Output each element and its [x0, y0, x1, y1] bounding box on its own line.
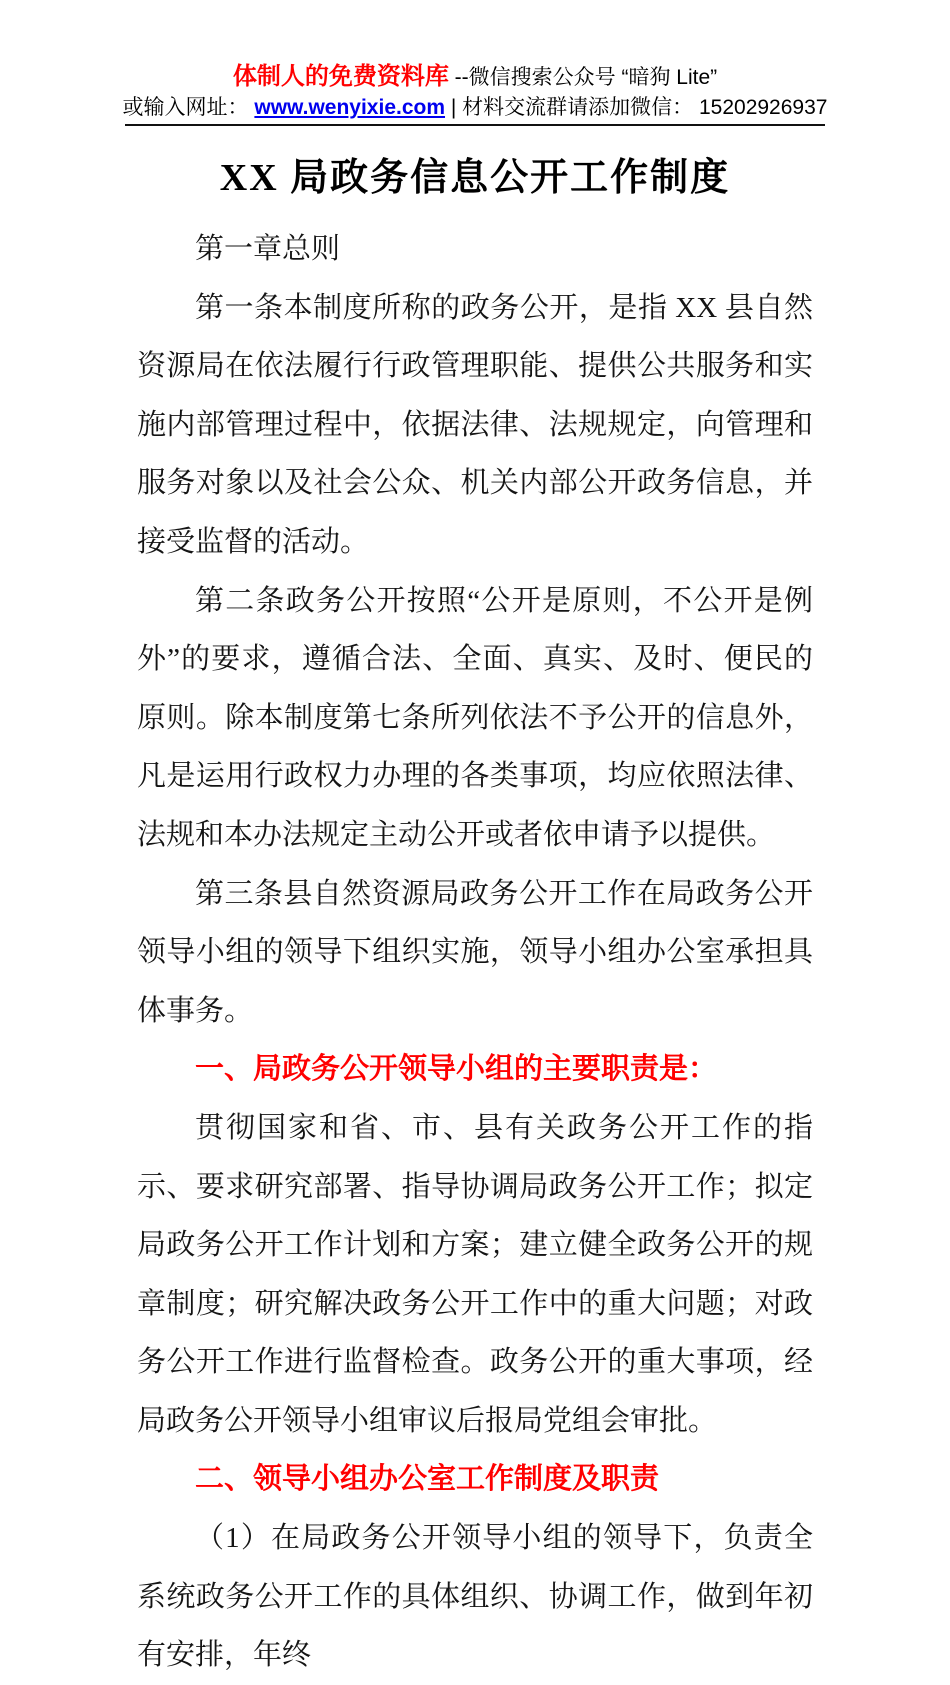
body-paragraph: 第一条本制度所称的政务公开，是指 XX 县自然资源局在依法履行行政管理职能、提供公共服务和实施内部管理过程中，依据法律、法规规定，向管理和服务对象以及社会公众、机关内部公开政务信息，并接受监督的活动。: [137, 291, 813, 558]
body-paragraph: （1）在局政务公开领导小组的领导下，负责全系统政务公开工作的具体组织、协调工作，做到年初有安排，年终: [137, 1522, 813, 1672]
body-paragraph: 第一章总则: [195, 233, 341, 265]
promo-header-line2: [0, 93, 950, 122]
contact-note: | 材料交流群请添加微信： 15202926937: [445, 96, 828, 119]
promo-header: [0, 0, 950, 122]
brand-name: 体制人的免费资料库: [232, 63, 449, 90]
body-paragraph: 第二条政务公开按照“公开是原则，不公开是例外”的要求，遵循合法、全面、真实、及时、便民的原则。除本制度第七条所列依法不予公开的信息外，凡是运用行政权力办理的各类事项，均应依照法律、法规和本办法规定主动公开或者依申请予以提供。: [137, 584, 813, 851]
promo-header-line1: [0, 62, 950, 93]
url-prefix-label: 或输入网址：: [122, 96, 255, 119]
header-divider: [125, 124, 825, 126]
body-paragraph: 第三条县自然资源局政务公开工作在局政务公开领导小组的领导下组织实施，领导小组办公室承担具体事务。: [137, 877, 813, 1027]
document-title: XX 局政务信息公开工作制度: [219, 157, 731, 199]
document-body: [137, 220, 813, 1685]
body-paragraph: 贯彻国家和省、市、县有关政务公开工作的指示、要求研究部署、指导协调局政务公开工作；拟定局政务公开工作计划和方案；建立健全政务公开的规章制度；研究解决政务公开工作中的重大问题；对政务公开工作进行监督检查。政务公开的重大事项，经局政务公开领导小组审议后报局党组会审批。: [137, 1111, 813, 1437]
section-heading: 二、领导小组办公室工作制度及职责: [195, 1463, 660, 1496]
brand-note: --微信搜索公众号 “暗狗 Lite”: [448, 66, 718, 89]
document-main: [0, 150, 950, 1685]
section-heading: 一、局政务公开领导小组的主要职责是：: [195, 1053, 718, 1086]
website-link[interactable]: www.wenyixie.com: [254, 96, 446, 119]
